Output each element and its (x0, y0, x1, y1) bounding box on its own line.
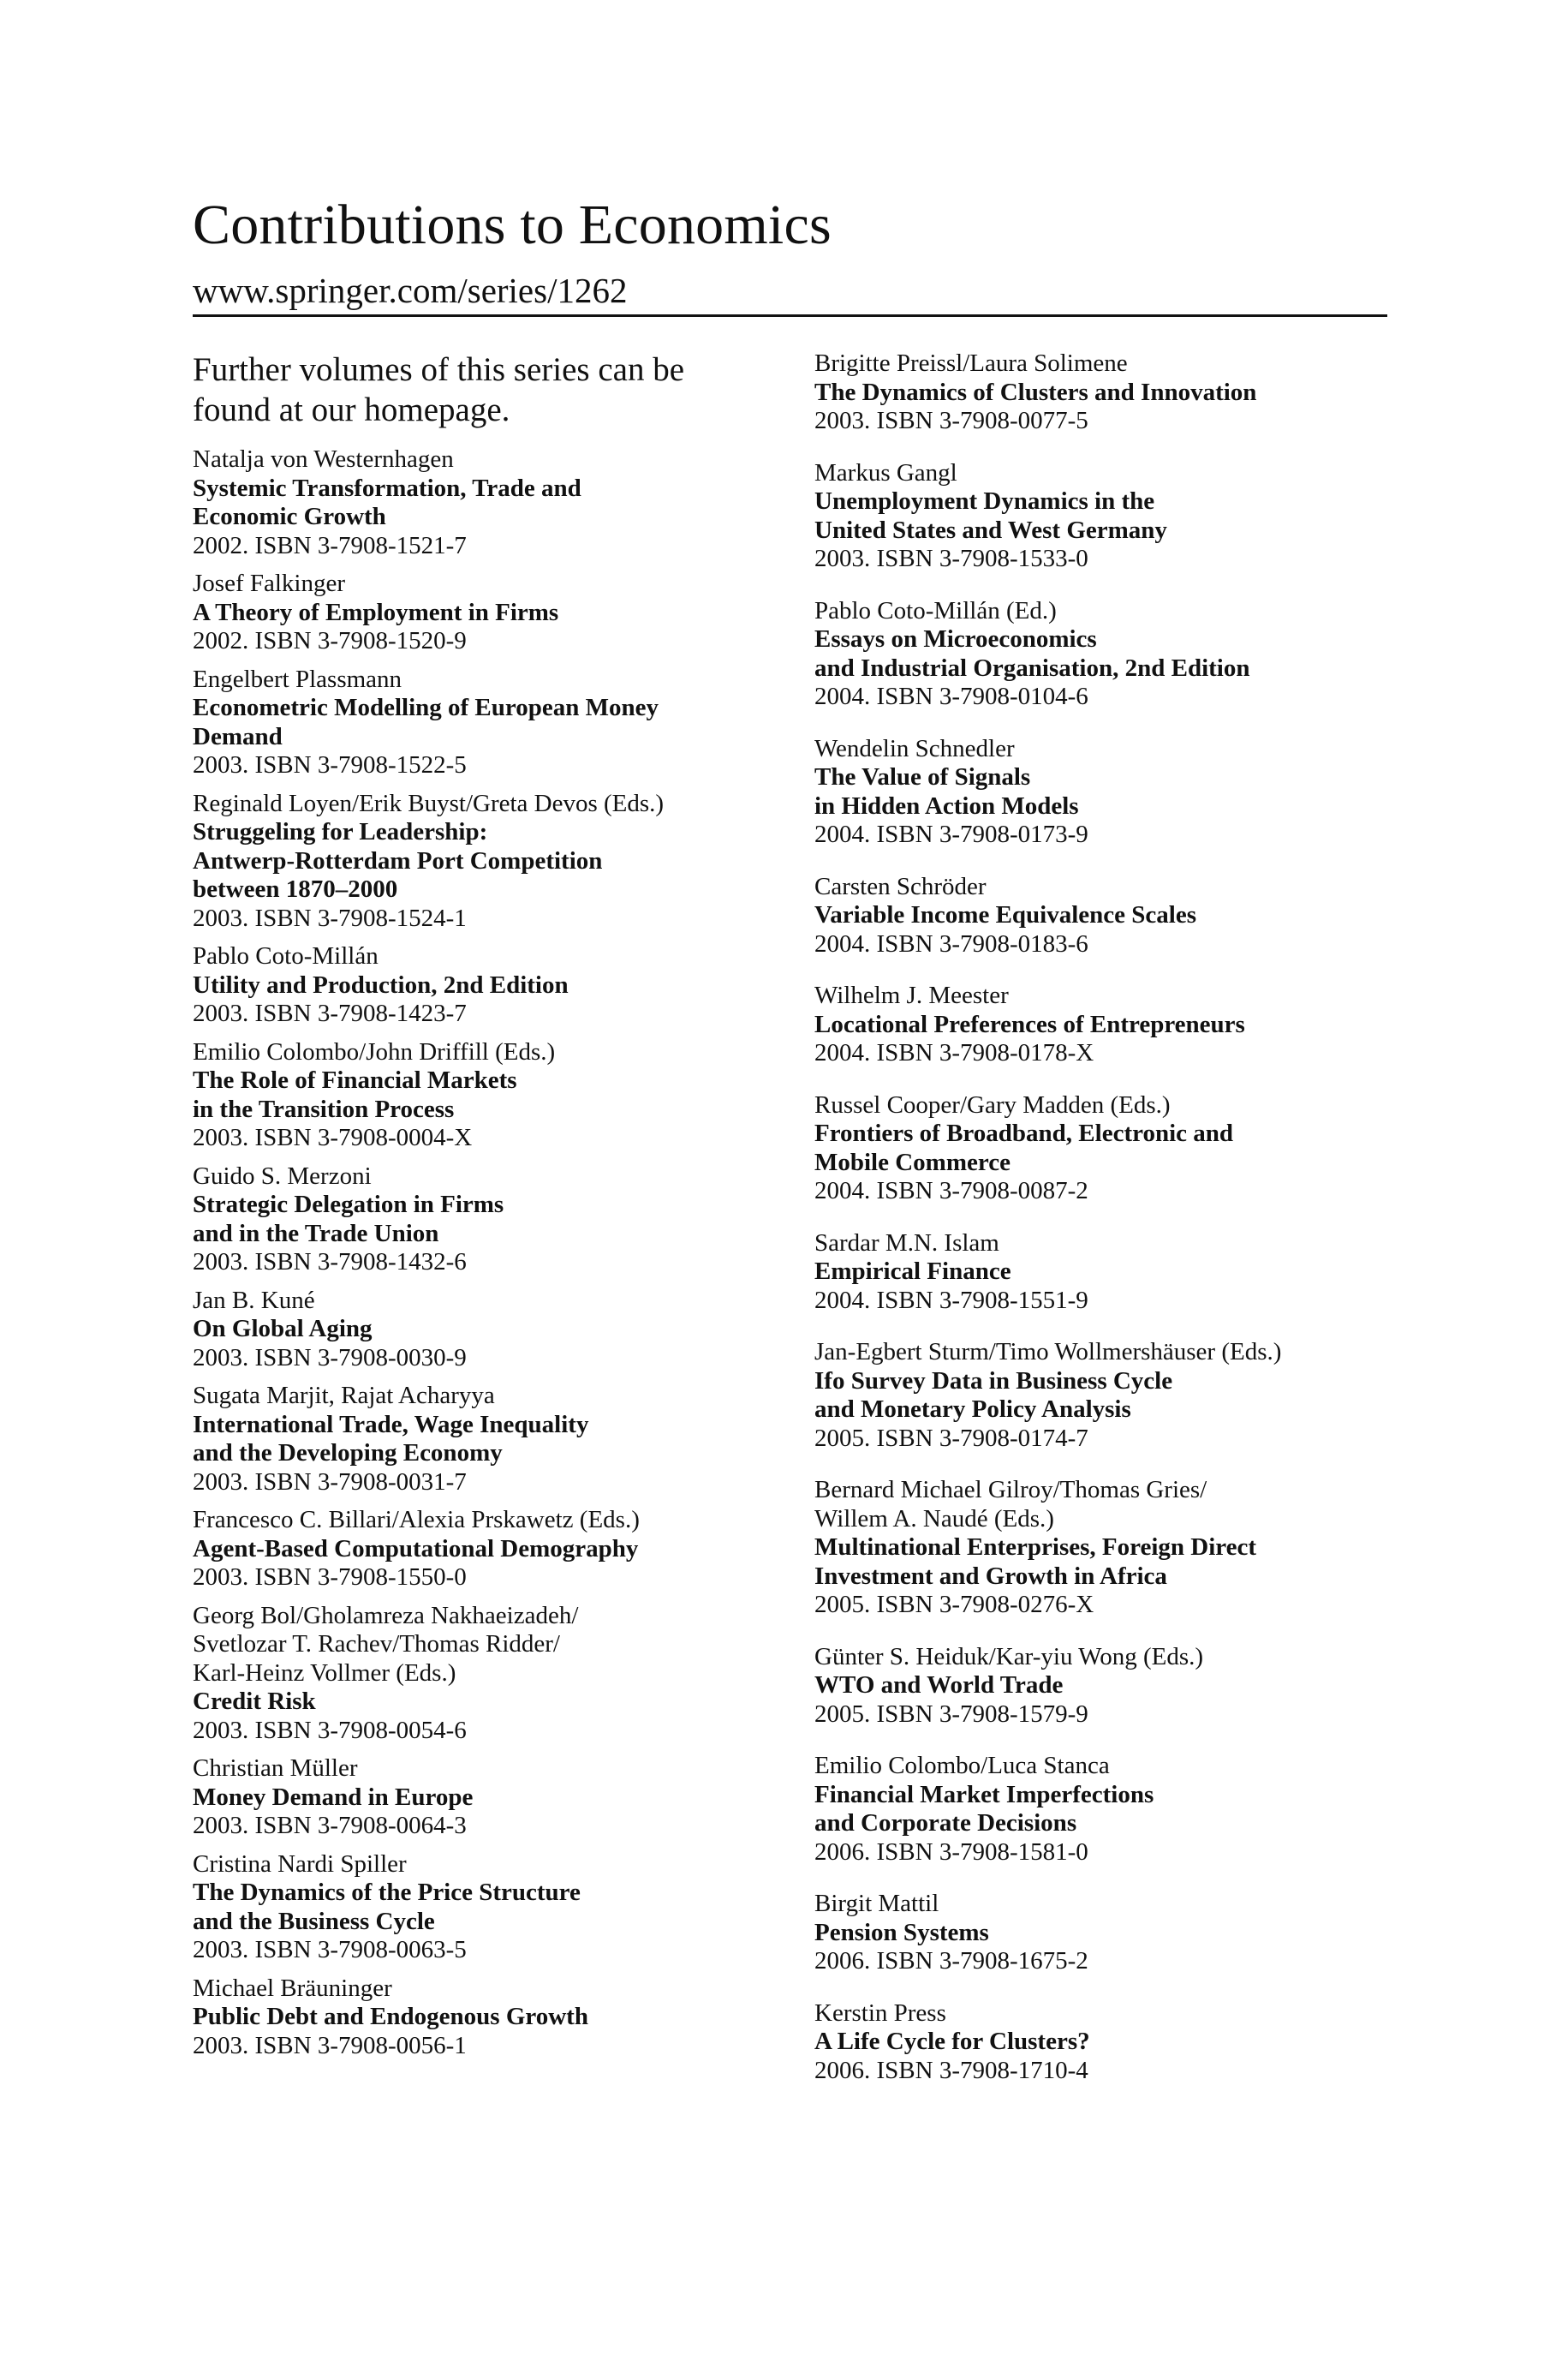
book-entry (814, 982, 1397, 1068)
book-isbn-info: 2004. ISBN 3-7908-0173-9 (814, 821, 1088, 848)
book-isbn-info: 2005. ISBN 3-7908-0276-X (814, 1591, 1094, 1618)
book-isbn-info: 2004. ISBN 3-7908-1551-9 (814, 1286, 1088, 1314)
book-title: Financial Market Imperfections and Corporate Decisions (814, 1780, 1154, 1837)
book-title: Pension Systems (814, 1918, 989, 1946)
header-divider (193, 314, 1387, 317)
book-entry (193, 1162, 792, 1277)
book-isbn-info: 2005. ISBN 3-7908-0174-7 (814, 1424, 1088, 1452)
book-isbn-info: 2004. ISBN 3-7908-0183-6 (814, 929, 1088, 958)
book-entry (814, 1643, 1397, 1730)
book-author: Emilio Colombo/John Driffill (Eds.) (193, 1037, 556, 1066)
book-entry (193, 666, 792, 780)
book-entry (814, 1476, 1397, 1620)
book-author: Russel Cooper/Gary Madden (Eds.) (814, 1090, 1171, 1119)
book-title: Essays on Microeconomics and Industrial Organisation, 2nd Edition (814, 625, 1250, 682)
book-isbn-info: 2005. ISBN 3-7908-1579-9 (814, 1700, 1088, 1728)
book-author: Guido S. Merzoni (193, 1162, 372, 1190)
book-entry (814, 735, 1397, 850)
book-author: Jan B. Kuné (193, 1286, 315, 1314)
book-title: Multinational Enterprises, Foreign Direct Investment and Growth in Africa (814, 1533, 1257, 1590)
book-title: The Value of Signals in Hidden Action Models (814, 763, 1079, 820)
book-entry (814, 1338, 1397, 1453)
book-isbn-info: 2003. ISBN 3-7908-0056-1 (193, 2031, 467, 2059)
book-entry (193, 1975, 792, 2061)
book-isbn-info: 2006. ISBN 3-7908-1675-2 (814, 1947, 1088, 1975)
book-isbn-info: 2004. ISBN 3-7908-0087-2 (814, 1177, 1088, 1204)
book-title: Utility and Production, 2nd Edition (193, 971, 569, 999)
book-isbn-info: 2003. ISBN 3-7908-0031-7 (193, 1467, 467, 1496)
book-author: Pablo Coto-Millán (193, 942, 379, 970)
book-isbn-info: 2003. ISBN 3-7908-0030-9 (193, 1343, 467, 1371)
book-entry (193, 1382, 792, 1497)
book-title: Money Demand in Europe (193, 1783, 474, 1811)
book-author: Wendelin Schnedler (814, 734, 1015, 762)
book-isbn-info: 2006. ISBN 3-7908-1581-0 (814, 1837, 1088, 1866)
series-title: Contributions to Economics (193, 194, 832, 256)
book-isbn-info: 2003. ISBN 3-7908-0064-3 (193, 1812, 467, 1839)
book-title: A Theory of Employment in Firms (193, 598, 559, 626)
book-entry (814, 459, 1397, 574)
book-entry (193, 570, 792, 656)
book-isbn-info: 2004. ISBN 3-7908-0178-X (814, 1039, 1094, 1067)
book-title: A Life Cycle for Clusters? (814, 2028, 1090, 2055)
book-isbn-info: 2003. ISBN 3-7908-1522-5 (193, 751, 467, 779)
right-column (814, 350, 1397, 2108)
book-title: Locational Preferences of Entrepreneurs (814, 1010, 1245, 1038)
book-author: Natalja von Westernhagen (193, 445, 454, 473)
book-author: Wilhelm J. Meester (814, 982, 1009, 1009)
book-title: Public Debt and Endogenous Growth (193, 2003, 588, 2030)
left-entry-list (193, 445, 792, 2060)
book-entry (193, 790, 792, 934)
book-title: Credit Risk (193, 1688, 316, 1715)
book-entry (814, 1999, 1397, 2086)
book-entry (193, 942, 792, 1029)
book-title: The Role of Financial Markets in the Transition Process (193, 1067, 517, 1123)
book-entry (193, 445, 792, 560)
book-isbn-info: 2003. ISBN 3-7908-0054-6 (193, 1716, 467, 1744)
book-title: Struggeling for Leadership: Antwerp-Rotterdam Port Competition between 1870–2000 (193, 818, 603, 903)
book-title: Variable Income Equivalence Scales (814, 901, 1197, 929)
right-entry-list (814, 350, 1397, 2085)
book-author: Jan-Egbert Sturm/Timo Wollmershäuser (Eds.) (814, 1338, 1282, 1365)
book-entry (814, 1752, 1397, 1867)
book-author: Georg Bol/Gholamreza Nakhaeizadeh/ Svetlozar T. Rachev/Thomas Ridder/ Karl-Heinz Vollmer (Eds.) (193, 1601, 579, 1687)
book-title: International Trade, Wage Inequality and the Developing Economy (193, 1410, 589, 1467)
book-author: Cristina Nardi Spiller (193, 1849, 407, 1878)
book-author: Pablo Coto-Millán (Ed.) (814, 596, 1057, 624)
book-title: The Dynamics of the Price Structure and the Business Cycle (193, 1879, 581, 1935)
book-author: Michael Bräuninger (193, 1974, 392, 2002)
book-author: Brigitte Preissl/Laura Solimene (814, 350, 1128, 377)
book-title: The Dynamics of Clusters and Innovation (814, 378, 1257, 406)
book-isbn-info: 2002. ISBN 3-7908-1521-7 (193, 531, 467, 559)
book-entry (193, 1287, 792, 1373)
book-entry (814, 1229, 1397, 1316)
book-isbn-info: 2003. ISBN 3-7908-1524-1 (193, 904, 467, 932)
book-isbn-info: 2004. ISBN 3-7908-0104-6 (814, 683, 1088, 710)
book-entry (193, 1506, 792, 1592)
book-isbn-info: 2003. ISBN 3-7908-1432-6 (193, 1248, 467, 1276)
book-author: Günter S. Heiduk/Kar-yiu Wong (Eds.) (814, 1642, 1204, 1670)
book-author: Sugata Marjit, Rajat Acharyya (193, 1382, 495, 1409)
book-entry (814, 1091, 1397, 1206)
page-header (193, 193, 1387, 313)
book-author: Kerstin Press (814, 1999, 946, 2027)
book-title: Frontiers of Broadband, Electronic and Mobile Commerce (814, 1120, 1234, 1176)
book-isbn-info: 2003. ISBN 3-7908-0077-5 (814, 407, 1088, 434)
book-author: Birgit Mattil (814, 1890, 939, 1917)
book-title: WTO and World Trade (814, 1671, 1064, 1699)
book-entry (814, 350, 1397, 436)
series-url: www.springer.com/series/1262 (193, 271, 628, 310)
book-entry (814, 597, 1397, 712)
book-entry (193, 1754, 792, 1841)
book-entry (814, 873, 1397, 959)
book-title: Unemployment Dynamics in the United States and West Germany (814, 487, 1167, 544)
book-isbn-info: 2003. ISBN 3-7908-0063-5 (193, 1936, 467, 1963)
book-entry (193, 1038, 792, 1153)
book-isbn-info: 2003. ISBN 3-7908-1423-7 (193, 1000, 467, 1027)
book-author: Emilio Colombo/Luca Stanca (814, 1752, 1110, 1779)
book-isbn-info: 2003. ISBN 3-7908-1533-0 (814, 545, 1088, 572)
book-title: On Global Aging (193, 1315, 373, 1342)
book-title: Agent-Based Computational Demography (193, 1534, 639, 1562)
book-author: Josef Falkinger (193, 570, 345, 597)
book-author: Christian Müller (193, 1754, 358, 1782)
book-author: Reginald Loyen/Erik Buyst/Greta Devos (Eds.) (193, 789, 665, 817)
book-author: Markus Gangl (814, 458, 957, 487)
intro-text: Further volumes of this series can be found at our homepage. (193, 351, 685, 428)
book-author: Bernard Michael Gilroy/Thomas Gries/ Willem A. Naudé (Eds.) (814, 1476, 1207, 1533)
book-author: Engelbert Plassmann (193, 665, 402, 693)
book-title: Systemic Transformation, Trade and Economic Growth (193, 474, 581, 530)
book-author: Sardar M.N. Islam (814, 1228, 999, 1257)
book-author: Francesco C. Billari/Alexia Prskawetz (Eds.) (193, 1506, 640, 1533)
book-title: Strategic Delegation in Firms and in the Trade Union (193, 1191, 504, 1247)
book-isbn-info: 2003. ISBN 3-7908-1550-0 (193, 1563, 467, 1591)
book-author: Carsten Schröder (814, 872, 987, 900)
book-title: Empirical Finance (814, 1258, 1011, 1285)
book-entry (814, 1890, 1397, 1976)
book-entry (193, 1850, 792, 1965)
book-title: Econometric Modelling of European Money Demand (193, 694, 659, 750)
book-isbn-info: 2003. ISBN 3-7908-0004-X (193, 1124, 473, 1151)
book-title: Ifo Survey Data in Business Cycle and Monetary Policy Analysis (814, 1366, 1173, 1423)
book-isbn-info: 2002. ISBN 3-7908-1520-9 (193, 627, 467, 654)
left-column (193, 350, 792, 2070)
book-entry (193, 1602, 792, 1746)
book-isbn-info: 2006. ISBN 3-7908-1710-4 (814, 2056, 1088, 2084)
